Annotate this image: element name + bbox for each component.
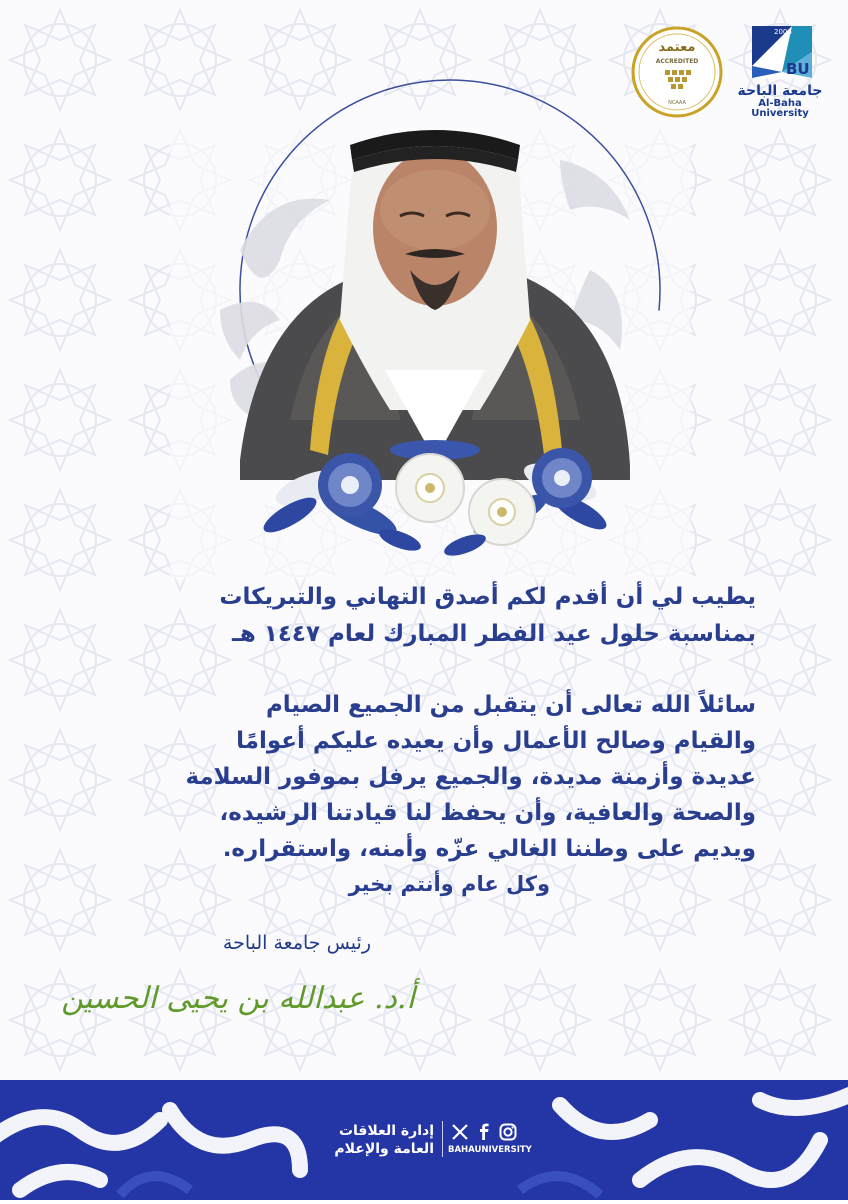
message-line-7: ويديم على وطننا الغالي عزّه وأمنه، واستقراره.	[222, 836, 756, 862]
university-name-ar: جامعة الباحة	[737, 83, 823, 99]
svg-text:NCAAA: NCAAA	[668, 100, 686, 106]
accreditation-seal	[631, 26, 723, 118]
signature-title: رئيس جامعة الباحة	[222, 932, 371, 954]
signature-name-text: أ.د. عبدالله بن يحيى الحسين	[61, 981, 415, 1016]
president-portrait	[200, 120, 670, 570]
message-line-8: وكل عام وأنتم بخير	[348, 872, 550, 896]
department-line-1: إدارة العلاقات	[338, 1123, 434, 1139]
x-icon[interactable]	[450, 1122, 470, 1142]
message-line-5: عديدة وأزمنة مديدة، والجميع يرفل بموفور السلامة	[185, 764, 756, 790]
logo-initials: BU	[786, 60, 810, 78]
logo-year: 2006	[774, 28, 792, 36]
department-name	[322, 1122, 434, 1158]
footer-divider	[442, 1121, 443, 1157]
accreditation-label-ar: معتمد	[658, 40, 696, 55]
university-name-en: Al-Baha University	[751, 97, 809, 120]
department-line-2: العامة والإعلام	[334, 1141, 434, 1157]
social-links	[448, 1121, 532, 1161]
message-line-3: سائلاً الله تعالى أن يتقبل من الجميع الصيام	[265, 692, 756, 718]
social-handle[interactable]: BAHAUNIVERSITY	[448, 1145, 532, 1155]
message-line-4: والقيام وصالح الأعمال وأن يعيده عليكم أعوامًا	[236, 728, 756, 754]
message-line-6: والصحة والعافية، وأن يحفظ لنا قيادتنا الرشيده،	[219, 800, 756, 826]
message-line-2: بمناسبة حلول عيد الفطر المبارك لعام ١٤٤٧ هـ	[232, 621, 756, 647]
university-name	[734, 84, 826, 120]
signature-name	[61, 964, 415, 1022]
message-line-1: يطيب لي أن أقدم لكم أصدق التهاني والتبريكات	[219, 584, 756, 610]
facebook-icon[interactable]	[474, 1122, 494, 1142]
accreditation-label-en: ACCREDITED	[655, 58, 699, 65]
instagram-icon[interactable]	[498, 1122, 518, 1142]
